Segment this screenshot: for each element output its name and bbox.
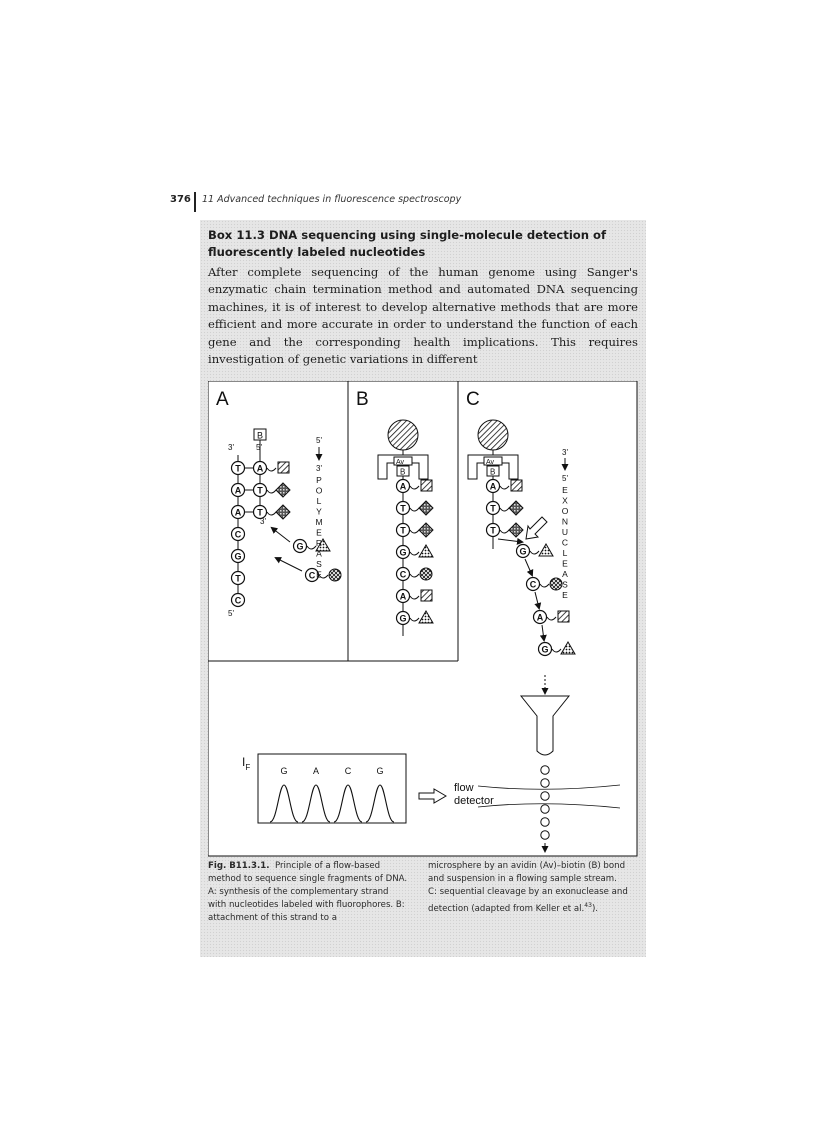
polymerase-letter: Y [316, 506, 322, 517]
released-nucleotide-3-base [539, 643, 552, 656]
stream-particle [541, 792, 549, 800]
exonuclease-letter: E [562, 558, 568, 569]
exonuclease-letter: U [561, 527, 569, 537]
running-head: 11 Advanced techniques in fluorescence spectroscopy [202, 194, 462, 205]
exonuclease-letter: S [562, 579, 568, 590]
strand-b-base-6-base [397, 612, 410, 625]
svg-text:T: T [235, 573, 241, 584]
stream-particle [541, 779, 549, 787]
template-base-5 [232, 572, 245, 585]
template-end-5-a: 5' [228, 609, 234, 618]
polymerase-letter: P [316, 475, 322, 485]
caption-right [428, 860, 628, 916]
svg-text:A: A [256, 463, 264, 474]
header-rule [194, 192, 196, 212]
stream-particle [541, 818, 549, 826]
svg-text:T: T [490, 525, 496, 536]
svg-text:T: T [400, 503, 406, 514]
paired-base-1-base [254, 484, 267, 497]
strand-c-base-1-base [487, 502, 500, 515]
caption-right-end: ). [591, 903, 599, 914]
svg-text:G: G [541, 644, 549, 655]
svg-text:A: A [234, 485, 242, 496]
strand-b-base-1-base [397, 502, 410, 515]
template-base-1 [232, 484, 245, 497]
exonuclease-letter: N [561, 516, 569, 527]
strand-b-base-0-base [397, 480, 410, 493]
running-header [170, 192, 650, 212]
polymerase-letter: M [315, 517, 323, 527]
avidin-label-b: Av [396, 459, 405, 466]
microsphere-b [388, 420, 418, 450]
polymerase-letter: S [316, 559, 322, 569]
polymerase-letter: A [316, 548, 322, 559]
svg-text:T: T [257, 507, 263, 518]
svg-text:C: C [529, 579, 537, 590]
template-base-3 [232, 528, 245, 541]
flow-label: flow [454, 782, 474, 794]
svg-text:C: C [234, 595, 242, 606]
svg-text:C: C [308, 570, 316, 581]
caption-left [208, 860, 408, 925]
box-body-text: After complete sequencing of the human genome using Sanger's enzymatic chain termination method and automated DNA sequencing machines, it is of interest to develop alternative methods that are more efficient and more accurate in order to understand the function of each gene and the corresponding health implications. This requires investigation of genetic variations in different [208, 265, 638, 367]
svg-text:G: G [399, 613, 407, 624]
chain-end-3-a: 3' [260, 517, 266, 526]
panel-c-label: C [466, 389, 480, 410]
caption-right-text: microsphere by an avidin (Av)–biotin (B) bond and suspension in a flowing sample stream. C: sequential cleavage by an exonuclease and detection (adapted from Keller et al. [428, 861, 628, 914]
template-base-2 [232, 506, 245, 519]
released-nucleotide-1-base [527, 578, 540, 591]
strand-c-base-0-base [487, 480, 500, 493]
caption-left-text: Principle of a flow-based method to sequence single fragments of DNA. A: synthesis of the complementary strand with nucleotides labeled with fluorophores. B: attachment of this strand to a [208, 861, 408, 923]
strand-c-base-2-base [487, 524, 500, 537]
strand-end-3-a: 3' [228, 443, 234, 452]
box-title: Box 11.3 DNA sequencing using single-molecule detection of fluorescently labeled nucleotides [208, 228, 607, 259]
incoming-nucleotide-g-base [294, 540, 307, 553]
panel-a-label: A [216, 389, 229, 410]
caption-label: Fig. B11.3.1. [208, 861, 270, 871]
microsphere-c [478, 420, 508, 450]
polymerase-letter: E [316, 527, 322, 538]
exonuclease-letter: E [562, 590, 568, 600]
strand-b-base-4-base [397, 568, 410, 581]
svg-text:G: G [519, 546, 527, 557]
svg-text:G: G [399, 547, 407, 558]
released-nucleotide-0-base [517, 545, 530, 558]
detector-label: detector [454, 795, 494, 807]
svg-text:G: G [234, 551, 242, 562]
svg-text:C: C [399, 569, 407, 580]
peak-label-1: A [312, 766, 320, 776]
biotin-label-a: B [257, 430, 264, 441]
biotin-label-c: B [490, 467, 496, 477]
strand-b-base-3-base [397, 546, 410, 559]
svg-text:G: G [296, 541, 304, 552]
strand-b-base-5-base [397, 590, 410, 603]
polymerase-3-end: 3' [316, 464, 322, 473]
stream-particle [541, 805, 549, 813]
exonuclease-letter: C [561, 537, 569, 548]
template-base-6 [232, 594, 245, 607]
page-number: 376 [170, 194, 191, 205]
exonuclease-3-end: 3' [562, 448, 568, 457]
exonuclease-letter: O [561, 506, 569, 516]
exonuclease-5-end: 5' [562, 474, 568, 483]
signal-frame [258, 754, 406, 823]
svg-text:T: T [400, 525, 406, 536]
polymerase-letter: O [315, 485, 323, 496]
stream-particle [541, 766, 549, 774]
sequencing-diagram [208, 381, 638, 857]
template-base-0 [232, 462, 245, 475]
polymerase-letter: E [316, 569, 322, 580]
peak-label-0: G [280, 766, 288, 776]
paired-base-0-base [254, 462, 267, 475]
svg-text:T: T [257, 485, 263, 496]
exonuclease-letter: A [562, 569, 568, 579]
svg-text:A: A [234, 507, 242, 518]
svg-text:T: T [235, 463, 241, 474]
svg-text:T: T [490, 503, 496, 514]
peak-label-3: G [376, 766, 384, 776]
svg-text:C: C [234, 529, 242, 540]
figure-b11-3-1 [208, 381, 638, 857]
exonuclease-letter: E [562, 485, 568, 495]
strand-end-5-a: 5' [256, 443, 262, 452]
signal-trace [242, 754, 406, 823]
stream-particle [541, 831, 549, 839]
svg-text:A: A [536, 612, 544, 623]
svg-text:A: A [489, 481, 497, 492]
polymerase-5-end: 5' [316, 436, 322, 445]
svg-text:A: A [399, 481, 407, 492]
caption-ref: 43 [584, 902, 592, 909]
biotin-label-b: B [400, 467, 406, 477]
signal-axis-label: $I_F$ [242, 755, 251, 772]
released-nucleotide-2-base [534, 611, 547, 624]
polymerase-letter: L [316, 496, 322, 506]
avidin-label-c: Av [486, 459, 495, 466]
panel-b-label: B [356, 389, 369, 410]
exonuclease-letter: X [562, 495, 568, 506]
box-11-3 [200, 220, 646, 957]
strand-b-base-2-base [397, 524, 410, 537]
peak-label-2: C [344, 766, 352, 776]
exonuclease-letter: L [562, 548, 568, 558]
polymerase-letter: R [315, 538, 323, 548]
template-base-4 [232, 550, 245, 563]
svg-text:A: A [399, 591, 407, 602]
